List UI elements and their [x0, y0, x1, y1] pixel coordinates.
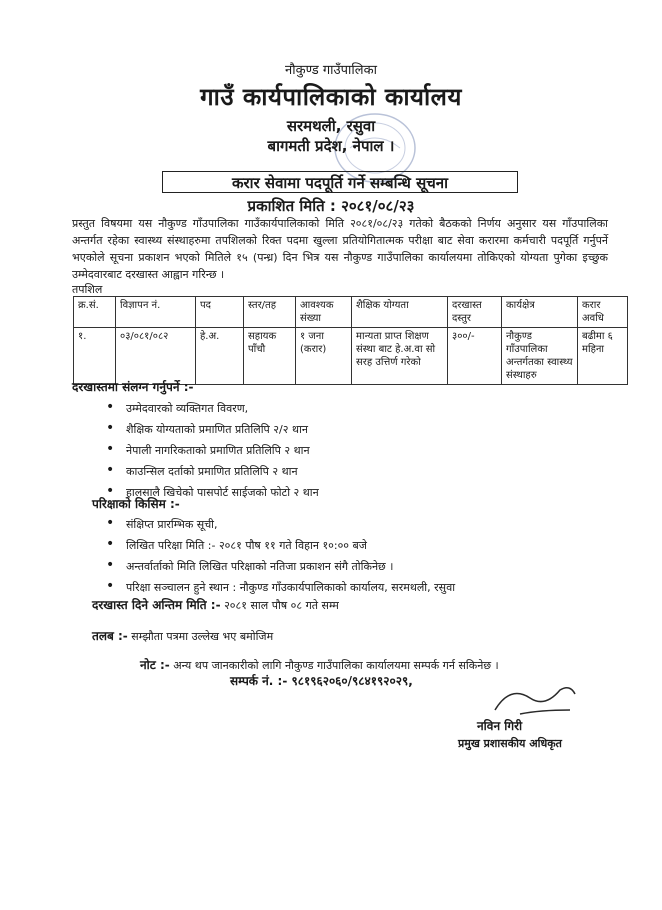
col-header: शैक्षिक योग्यता	[352, 297, 448, 328]
deadline-line	[92, 596, 339, 613]
table-cell: १ जना (करार)	[296, 328, 352, 385]
notice-body: प्रस्तुत विषयमा यस नौकुण्ड गाँउपालिका गाउँकार्यपालिकाको मिति २०८१/०८/२३ गतेको बैठकको निर्णय अनुसार यस गाँउपालिका अन्तर्गत रहेका स्वास्थ्य संस्थाहरुमा तपशिलको रिक्त पदमा खुल्ला प्रतियोगितात्मक परीक्षा बाट सेवा करारमा कर्मचारी पदपूर्ति गर्नुपर्ने भएकोले सूचना प्रकाशन भएको मितिले १५ (पन्ध्र) दिन भित्र यस नौकुण्ड गाउँपालिका कार्यालयमा तोकिएको योग्यता पुगेका इच्छुक उम्मेदवारबाट दरखास्त आह्वान गरिन्छ ।	[72, 217, 608, 281]
documents-list	[102, 398, 602, 503]
table-cell: नौकुण्ड गाँउपालिका अन्तर्गतका स्वास्थ्य संस्थाहरु	[502, 328, 578, 385]
table-cell: हे.अ.	[196, 328, 244, 385]
col-header: स्तर/तह	[244, 297, 296, 328]
list-item: • शैक्षिक योग्यताको प्रमाणित प्रतिलिपि २/२ थान	[102, 419, 602, 440]
signer-title: प्रमुख प्रशासकीय अधिकृत	[458, 737, 562, 750]
exam-list	[102, 514, 622, 598]
table-cell: बढीमा ६ महिना	[578, 328, 628, 385]
salary-label: तलब :-	[92, 629, 128, 643]
address-line-1: सरमथली, रसुवा	[286, 117, 376, 135]
note-text: अन्य थप जानकारीको लागि नौकुण्ड गाउँपालिका कार्यालयमा सम्पर्क गर्न सकिनेछ ।	[173, 659, 499, 672]
signature	[490, 680, 580, 720]
note-line	[140, 656, 499, 673]
table-cell: सहायक पाँचौ	[244, 328, 296, 385]
deadline-value: २०८१ साल पौष ०८ गते सम्म	[224, 599, 339, 612]
col-header: दरखास्त दस्तुर	[448, 297, 502, 328]
notice-title: करार सेवामा पदपूर्ति गर्ने सम्बन्धि सूचना	[162, 171, 518, 193]
published-date: प्रकाशित मिति : २०८१/०८/२३	[247, 197, 415, 215]
deadline-label: दरखास्त दिने अन्तिम मिति :-	[92, 598, 221, 612]
address-line-2: बागमती प्रदेश, नेपाल ।	[267, 137, 395, 155]
salary-line	[92, 627, 273, 644]
vacancy-table	[73, 296, 628, 385]
col-header: करार अवधि	[578, 297, 628, 328]
documents-heading: दरखास्तमा संलग्न गर्नुपर्ने :-	[72, 380, 194, 394]
col-header: कार्यक्षेत्र	[502, 297, 578, 328]
exam-heading: परिक्षाको किसिम :-	[92, 497, 180, 511]
table-header-row	[74, 297, 628, 328]
table-cell: मान्यता प्राप्त शिक्षण संस्था बाट हे.अ.वा सो सरह उत्तिर्ण गरेको	[352, 328, 448, 385]
list-item: • संक्षिप्त प्रारम्भिक सूची,	[102, 514, 622, 535]
list-item: • नेपाली नागरिकताको प्रमाणित प्रतिलिपि २ थान	[102, 440, 602, 461]
office-title: गाउँ कार्यपालिकाको कार्यालय	[200, 83, 462, 111]
contact-number: सम्पर्क नं. :- ९८१९६२०६०/९८४१९२०२९,	[230, 674, 413, 688]
salary-value: सम्झौता पत्रमा उल्लेख भए बमोजिम	[131, 630, 274, 643]
table-cell: ३००/-	[448, 328, 502, 385]
annex-label: तपशिल	[72, 283, 103, 296]
list-item: • परिक्षा सञ्चालन हुने स्थान : नौकुण्ड गाँउकार्यपालिकाको कार्यालय, सरमथली, रसुवा	[102, 577, 622, 598]
col-header: पद	[196, 297, 244, 328]
table-cell: १.	[74, 328, 116, 385]
table-row	[74, 328, 628, 385]
table-cell: ०३/०८१/०८२	[116, 328, 196, 385]
list-item: • लिखित परिक्षा मिति :- २०८१ पौष ११ गते विहान १०:०० बजे	[102, 535, 622, 556]
list-item: • अन्तर्वार्ताको मिति लिखित परिक्षाको नतिजा प्रकाशन संगै तोकिनेछ ।	[102, 556, 622, 577]
list-item: • काउन्सिल दर्ताको प्रमाणित प्रतिलिपि २ थान	[102, 461, 602, 482]
col-header: आवश्यक संख्या	[296, 297, 352, 328]
col-header: विज्ञापन नं.	[116, 297, 196, 328]
list-item: • उम्मेदवारको व्यक्तिगत विवरण,	[102, 398, 602, 419]
list-item: • हालसालै खिचेको पासपोर्ट साईजको फोटो २ थान	[102, 482, 602, 503]
sub-office-name: नौकुण्ड गाउँपालिका	[285, 63, 377, 78]
col-header: क्र.सं.	[74, 297, 116, 328]
note-label: नोट :-	[140, 658, 170, 672]
signer-name: नविन गिरी	[477, 719, 523, 733]
